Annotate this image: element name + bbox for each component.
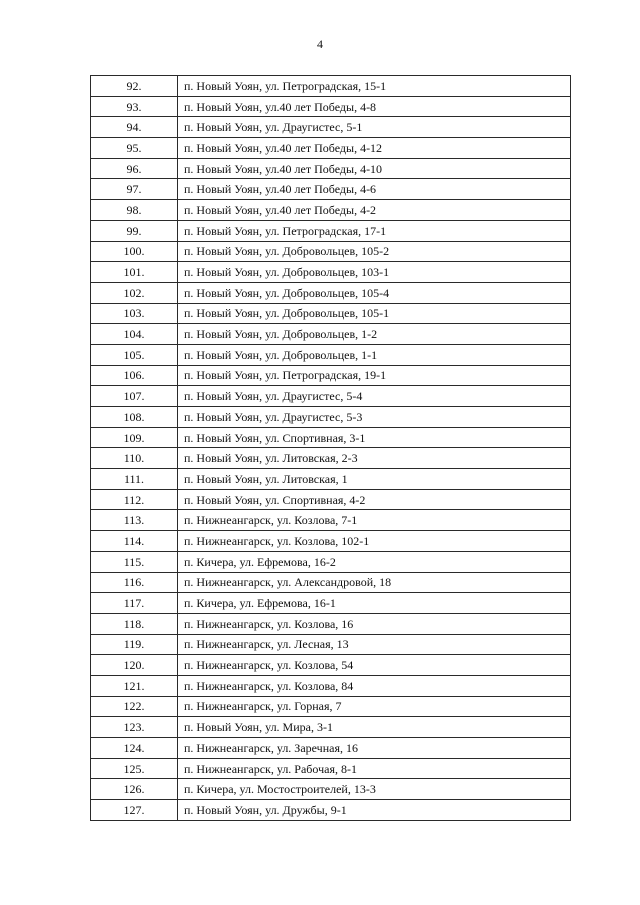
row-number-cell: 124.	[91, 738, 178, 759]
address-cell: п. Новый Уоян, ул.40 лет Победы, 4-12	[178, 138, 571, 159]
address-cell: п. Нижнеангарск, ул. Козлова, 84	[178, 675, 571, 696]
address-cell: п. Кичера, ул. Ефремова, 16-2	[178, 551, 571, 572]
row-number-cell: 125.	[91, 758, 178, 779]
table-row	[91, 696, 571, 717]
page-number: 4	[317, 37, 323, 51]
address-cell: п. Новый Уоян, ул. Дружбы, 9-1	[178, 800, 571, 821]
row-number-cell: 113.	[91, 510, 178, 531]
row-number-cell: 126.	[91, 779, 178, 800]
row-number-cell: 108.	[91, 407, 178, 428]
row-number-cell: 104.	[91, 324, 178, 345]
row-number-cell: 96.	[91, 158, 178, 179]
address-cell: п. Новый Уоян, ул. Петроградская, 17-1	[178, 220, 571, 241]
address-cell: п. Новый Уоян, ул. Спортивная, 4-2	[178, 489, 571, 510]
address-cell: п. Нижнеангарск, ул. Заречная, 16	[178, 738, 571, 759]
row-number-cell: 106.	[91, 365, 178, 386]
table-row	[91, 593, 571, 614]
address-cell: п. Кичера, ул. Мостостроителей, 13-3	[178, 779, 571, 800]
table-row	[91, 758, 571, 779]
row-number-cell: 117.	[91, 593, 178, 614]
table-row	[91, 303, 571, 324]
table-row	[91, 282, 571, 303]
table-row	[91, 717, 571, 738]
table-row	[91, 489, 571, 510]
row-number-cell: 112.	[91, 489, 178, 510]
row-number-cell: 101.	[91, 262, 178, 283]
table-row	[91, 531, 571, 552]
address-cell: п. Новый Уоян, ул. Драугистес, 5-4	[178, 386, 571, 407]
row-number-cell: 94.	[91, 117, 178, 138]
row-number-cell: 109.	[91, 427, 178, 448]
row-number-cell: 102.	[91, 282, 178, 303]
table-row	[91, 800, 571, 821]
row-number-cell: 123.	[91, 717, 178, 738]
address-cell: п. Новый Уоян, ул. Добровольцев, 105-4	[178, 282, 571, 303]
row-number-cell: 114.	[91, 531, 178, 552]
address-cell: п. Нижнеангарск, ул. Козлова, 54	[178, 655, 571, 676]
table-row	[91, 241, 571, 262]
table-row	[91, 158, 571, 179]
table-row	[91, 779, 571, 800]
address-cell: п. Нижнеангарск, ул. Козлова, 7-1	[178, 510, 571, 531]
address-cell: п. Новый Уоян, ул. Петроградская, 15-1	[178, 76, 571, 97]
row-number-cell: 127.	[91, 800, 178, 821]
address-cell: п. Новый Уоян, ул. Литовская, 1	[178, 469, 571, 490]
table-row	[91, 365, 571, 386]
row-number-cell: 119.	[91, 634, 178, 655]
table-row	[91, 220, 571, 241]
row-number-cell: 93.	[91, 96, 178, 117]
address-cell: п. Нижнеангарск, ул. Рабочая, 8-1	[178, 758, 571, 779]
address-cell: п. Новый Уоян, ул. Добровольцев, 105-1	[178, 303, 571, 324]
table-row	[91, 634, 571, 655]
table-body	[91, 76, 571, 821]
table-row	[91, 76, 571, 97]
row-number-cell: 118.	[91, 613, 178, 634]
table-row	[91, 551, 571, 572]
table-row	[91, 448, 571, 469]
table-row	[91, 675, 571, 696]
address-cell: п. Нижнеангарск, ул. Александровой, 18	[178, 572, 571, 593]
table-row	[91, 469, 571, 490]
table-row	[91, 572, 571, 593]
table-row	[91, 324, 571, 345]
table-row	[91, 96, 571, 117]
address-cell: п. Новый Уоян, ул. Петроградская, 19-1	[178, 365, 571, 386]
address-cell: п. Кичера, ул. Ефремова, 16-1	[178, 593, 571, 614]
table-row	[91, 138, 571, 159]
address-cell: п. Новый Уоян, ул. Добровольцев, 1-1	[178, 344, 571, 365]
row-number-cell: 115.	[91, 551, 178, 572]
table-row	[91, 179, 571, 200]
address-cell: п. Новый Уоян, ул. Драугистес, 5-3	[178, 407, 571, 428]
address-cell: п. Новый Уоян, ул. Добровольцев, 103-1	[178, 262, 571, 283]
address-cell: п. Новый Уоян, ул. Спортивная, 3-1	[178, 427, 571, 448]
address-cell: п. Нижнеангарск, ул. Горная, 7	[178, 696, 571, 717]
address-cell: п. Нижнеангарск, ул. Козлова, 16	[178, 613, 571, 634]
address-cell: п. Новый Уоян, ул. Литовская, 2-3	[178, 448, 571, 469]
address-cell: п. Нижнеангарск, ул. Козлова, 102-1	[178, 531, 571, 552]
address-cell: п. Новый Уоян, ул.40 лет Победы, 4-10	[178, 158, 571, 179]
row-number-cell: 99.	[91, 220, 178, 241]
row-number-cell: 100.	[91, 241, 178, 262]
table-row	[91, 613, 571, 634]
row-number-cell: 97.	[91, 179, 178, 200]
address-cell: п. Новый Уоян, ул.40 лет Победы, 4-8	[178, 96, 571, 117]
address-cell: п. Новый Уоян, ул. Добровольцев, 1-2	[178, 324, 571, 345]
table-row	[91, 262, 571, 283]
row-number-cell: 107.	[91, 386, 178, 407]
row-number-cell: 103.	[91, 303, 178, 324]
row-number-cell: 120.	[91, 655, 178, 676]
row-number-cell: 110.	[91, 448, 178, 469]
row-number-cell: 116.	[91, 572, 178, 593]
row-number-cell: 95.	[91, 138, 178, 159]
address-cell: п. Новый Уоян, ул. Добровольцев, 105-2	[178, 241, 571, 262]
table-row	[91, 386, 571, 407]
table-row	[91, 738, 571, 759]
address-cell: п. Новый Уоян, ул. Драугистес, 5-1	[178, 117, 571, 138]
table-row	[91, 200, 571, 221]
table-row	[91, 427, 571, 448]
table-row	[91, 510, 571, 531]
row-number-cell: 98.	[91, 200, 178, 221]
address-cell: п. Нижнеангарск, ул. Лесная, 13	[178, 634, 571, 655]
address-table	[90, 75, 571, 821]
address-cell: п. Новый Уоян, ул.40 лет Победы, 4-6	[178, 179, 571, 200]
table-row	[91, 655, 571, 676]
table-row	[91, 344, 571, 365]
row-number-cell: 111.	[91, 469, 178, 490]
row-number-cell: 122.	[91, 696, 178, 717]
table-row	[91, 407, 571, 428]
table-row	[91, 117, 571, 138]
address-cell: п. Новый Уоян, ул. Мира, 3-1	[178, 717, 571, 738]
row-number-cell: 121.	[91, 675, 178, 696]
row-number-cell: 105.	[91, 344, 178, 365]
row-number-cell: 92.	[91, 76, 178, 97]
address-cell: п. Новый Уоян, ул.40 лет Победы, 4-2	[178, 200, 571, 221]
